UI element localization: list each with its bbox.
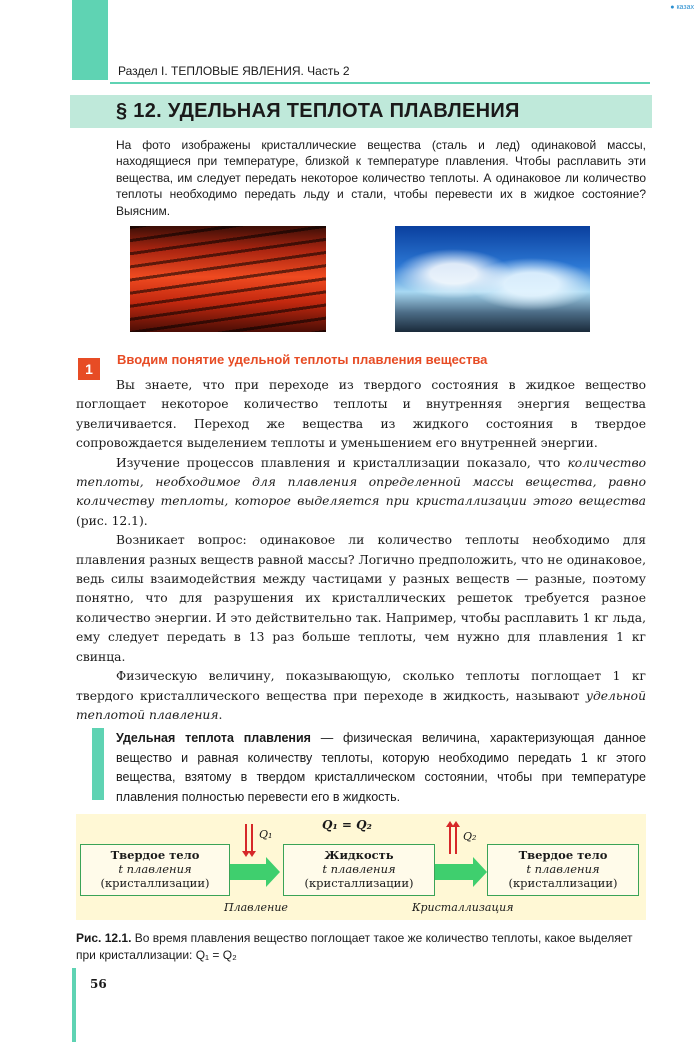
- q2-label: Q₂: [463, 830, 477, 843]
- q1-label: Q₁: [259, 828, 273, 841]
- definition-block: Удельная теплота плавления — физическая величина, характеризующая данное вещество и равная количеству теплоты, которую необходимо передать 1 кг этого вещества, взятому в твердом кристаллическом состоянии, чтобы при температуре плавления полностью перевести его в жидкость.: [116, 731, 646, 804]
- heat-out-arrow-icon: [455, 826, 457, 854]
- melting-diagram: [76, 814, 646, 920]
- body-paragraph: Физическую величину, показывающую, сколько теплоты поглощает 1 кг твердого кристаллического вещества при переходе в жидкость, называют удельной теплотой плавления.: [76, 669, 646, 722]
- crystallization-arrow-icon: [435, 864, 473, 880]
- section-number-badge: 1: [78, 358, 100, 380]
- figure-caption: Рис. 12.1. Во время плавления вещество поглощает такое же количество теплоты, какое выделяет при кристаллизации: Q₁ = Q₂: [76, 931, 633, 962]
- definition-marker-bar: [92, 728, 104, 800]
- page-number: 56: [90, 977, 107, 991]
- melting-label: Плавление: [224, 901, 288, 914]
- publisher-logo: ● кaзах: [670, 4, 694, 11]
- page-title: § 12. УДЕЛЬНАЯ ТЕПЛОТА ПЛАВЛЕНИЯ: [116, 100, 520, 122]
- crystallization-label: Кристаллизация: [412, 901, 514, 914]
- definition-term: Удельная теплота плавления: [116, 731, 311, 745]
- equation-label: Q₁ = Q₂: [322, 818, 372, 832]
- page-margin-bar: [72, 968, 76, 1042]
- photo-steel-bars: [130, 226, 326, 332]
- header-divider: [110, 82, 650, 84]
- intro-paragraph: На фото изображены кристаллические вещества (сталь и лед) одинаковой массы, находящиеся при температуре, близкой к температуре плавления. Чтобы расплавить эти вещества, им следует передать некоторое количество теплоты. А одинаковое ли количество теплоты необходимо передать льду и стали, чтобы перевести их в жидкое состояние? Выясним.: [116, 138, 646, 218]
- section-heading: Вводим понятие удельной теплоты плавления вещества: [117, 352, 488, 367]
- solid-state-box: Твердое тело t плавления (кристаллизации): [80, 844, 230, 896]
- solid-state-box: Твердое тело t плавления (кристаллизации): [487, 844, 639, 896]
- section-body: [76, 376, 646, 725]
- body-paragraph: Изучение процессов плавления и кристаллизации показало, что количество теплоты, необходимое для плавления определенной массы вещества, равно количеству теплоты, которое выделяется при кристаллизации этого вещества (рис. 12.1).: [76, 455, 646, 528]
- heat-in-arrow-icon: [245, 824, 247, 852]
- heat-out-arrow-icon: [449, 826, 451, 854]
- body-paragraph: Вы знаете, что при переходе из твердого состояния в жидкое вещество поглощает некоторое количество теплоты и внутренняя энергия вещества увеличивается. Переход же вещества из жидкого состояния в твердое сопровождается выделением теплоты и уменьшением его внутренней энергии.: [76, 378, 646, 451]
- page-margin-bar: [72, 0, 108, 80]
- section-header: Раздел I. ТЕПЛОВЫЕ ЯВЛЕНИЯ. Часть 2: [118, 64, 350, 78]
- heat-in-arrow-icon: [251, 824, 253, 852]
- body-paragraph: Возникает вопрос: одинаковое ли количество теплоты необходимо для плавления разных веществ равной массы? Логично предположить, что не одинаковое, ведь силы взаимодействия между частицами у разных веществ — разные, поэтому понятно, что для разрушения их кристаллических решеток требуется разное количество энергии. И это действительно так. Например, чтобы расплавить 1 кг льда, ему следует передать в 13 раз больше теплоты, чем нужно для плавления 1 кг свинца.: [76, 533, 646, 664]
- liquid-state-box: Жидкость t плавления (кристаллизации): [283, 844, 435, 896]
- melting-arrow-icon: [230, 864, 266, 880]
- photo-ice-blocks: [395, 226, 590, 332]
